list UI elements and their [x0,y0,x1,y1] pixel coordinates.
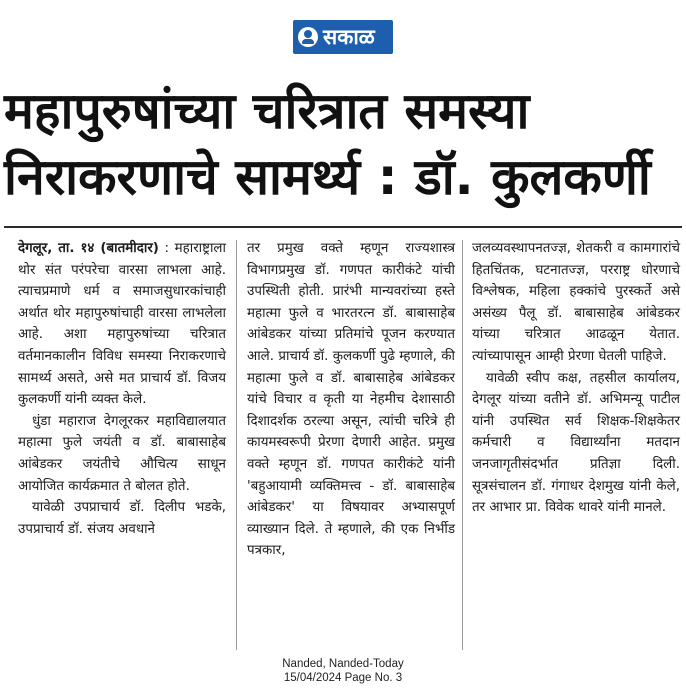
article-column-1 [18,238,226,540]
footer-edition: Nanded, Nanded-Today [282,658,404,670]
article-paragraph: यावेळी स्वीप कक्ष, तहसील कार्यालय, देगलूर यांच्या वतीने डॉ. अभिमन्यू पाटील यांनी उपस्थित सर्व शिक्षक-शिक्षकेतर कर्मचारी व विद्यार्थ्यांना मतदान जनजागृतीसंदर्भात प्रतिज्ञा दिली. सूत्रसंचालन डॉ. गंगाधर देशमुख यांनी केले, तर आभार प्रा. विवेक थावरे यांनी मानले. [472,370,680,516]
sakal-emblem-icon [298,27,318,47]
footer-date-page: 15/04/2024 Page No. 3 [283,672,403,684]
page-footer [243,657,443,685]
masthead-logo-text: सकाळ [323,25,375,49]
headline-line-1: महापुरुषांच्या चरित्रात समस्या [4,82,530,140]
article-column-3 [472,238,680,519]
column-divider [462,240,463,650]
article-paragraph: जलव्यवस्थापनतज्ज्ञ, शेतकरी व कामगारांचे हितचिंतक, घटनातज्ज्ञ, परराष्ट्र धोरणाचे विश्लेषक, महिला हक्कांचे पुरस्कर्ते असे असंख्य पैलू डॉ. बाबासाहेब आंबेडकर यांच्या चरित्रात आढळून येतात. त्यांच्यापासून आम्ही प्रेरणा घेतली पाहिजे. [472,241,680,364]
article-paragraph: धुंडा महाराज देगलूरकर महाविद्यालयात महात्मा फुले जयंती व डॉ. बाबासाहेब आंबेडकर जयंतीचे औचित्य साधून आयोजित कार्यक्रमात ते बोलत होते. [18,413,226,494]
article-paragraph [18,238,226,411]
article-column-2 [247,238,455,562]
article-paragraph: यावेळी उपप्राचार्य डॉ. दिलीप भडके, उपप्राचार्य डॉ. संजय अवधाने [18,500,226,537]
headline-divider [4,226,682,228]
article-paragraph-text: : महाराष्ट्राला थोर संत परंपरेचा वारसा लाभला आहे. त्याचप्रमाणे धर्म व समाजसुधारकांचाही अर्थात थोर महापुरुषांचाही वारसा लाभलेला आहे. अशा महापुरुषांच्या चरित्रात वर्तमानकालीन विविध समस्या निराकरणाचे सामर्थ्य असते, असे मत प्राचार्य डॉ. विजय कुलकर्णी यांनी व्यक्त केले. [18,241,226,408]
headline-line-2: निराकरणाचे सामर्थ्य : डॉ. कुलकर्णी [4,148,651,206]
column-divider [236,240,237,650]
article-paragraph: तर प्रमुख वक्ते म्हणून राज्यशास्त्र विभागप्रमुख डॉ. गणपत कारीकंटे यांची उपस्थिती होती. प्रारंभी मान्यवरांच्या हस्ते महात्मा फुले व भारतरत्न डॉ. बाबासाहेब आंबेडकर यांच्या प्रतिमांचे पूजन करण्यात आले. प्राचार्य डॉ. कुलकर्णी पुढे म्हणाले, की महात्मा फुले व डॉ. बाबासाहेब आंबेडकर यांचे विचार व कृती या नेहमीच देशासाठी दिशादर्शक ठरल्या असून, त्यांची चरित्रे ही कायमस्वरूपी प्रेरणा देणारी आहेत. प्रमुख वक्ते म्हणून डॉ. गणपत कारीकंटे यांनी 'बहुआयामी व्यक्तिमत्त्व - डॉ. बाबासाहेब आंबेडकर' या विषयावर अभ्यासपूर्ण व्याख्यान दिले. ते म्हणाले, की एक निर्भीड पत्रकार, [247,241,455,559]
article-headline [4,78,680,210]
article-dateline: देगलूर, ता. १४ (बातमीदार) [18,241,159,256]
masthead-logo [293,20,393,54]
